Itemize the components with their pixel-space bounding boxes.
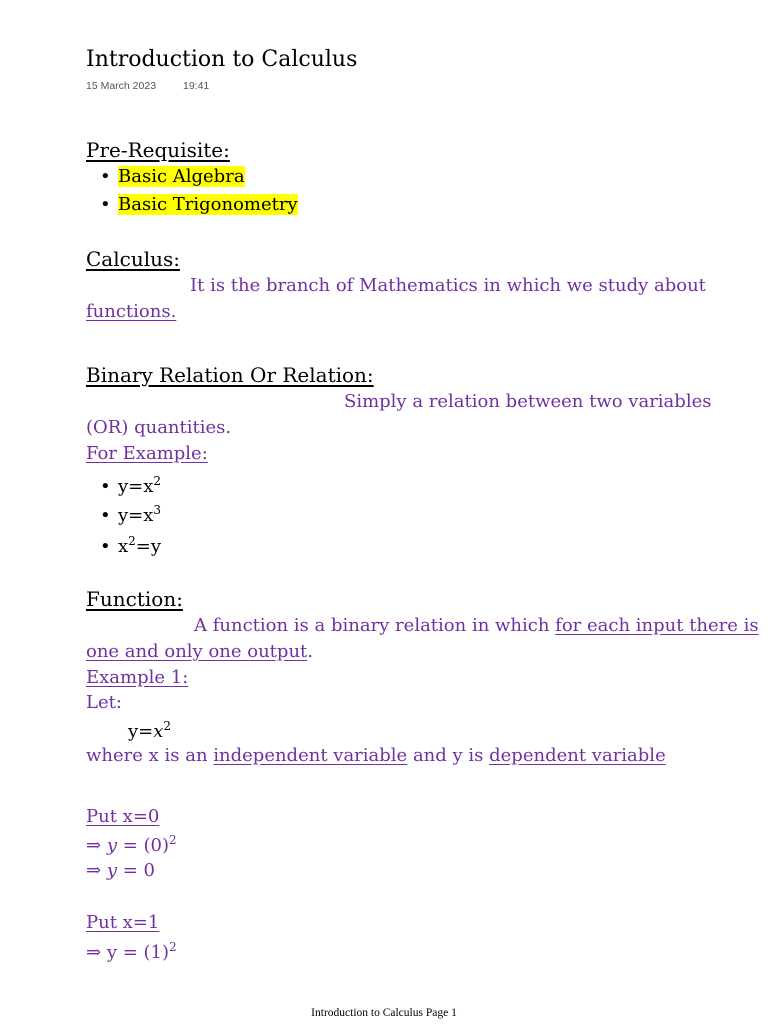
bullet-icon: • [100, 536, 111, 557]
list-item: • $y=x^2$ [100, 474, 162, 497]
function-example1-label: Example 1: [86, 667, 189, 688]
calculus-definition-line1: It is the branch of Mathematics in which we study about [190, 275, 706, 296]
bullet-icon: • [100, 194, 111, 215]
put-x1-step1: ⇒ $y = (1)^2$ [86, 940, 177, 963]
bullet-icon: • [100, 505, 111, 526]
page-title: Introduction to Calculus [86, 47, 358, 72]
list-item [100, 194, 298, 215]
implies-arrow-icon: ⇒ [86, 835, 102, 856]
put-x1-label: Put x=1 [86, 912, 160, 933]
function-equation: $y=x^2$ [128, 719, 172, 742]
function-heading: Function: [86, 587, 183, 611]
put-x0-step1: ⇒ $y = (0)^2$ [86, 833, 177, 856]
prereq-heading: Pre-Requisite: [86, 138, 230, 162]
page-footer: Introduction to Calculus Page 1 [311, 1007, 457, 1019]
put-x0-label: Put x=0 [86, 806, 160, 827]
note-time: 19:41 [183, 80, 210, 92]
prereq-item-trigonometry: Basic Trigonometry [118, 194, 298, 215]
implies-arrow-icon: ⇒ [86, 942, 102, 963]
bullet-icon: • [100, 166, 111, 187]
function-variables-note: where x is an independent variable and y is dependent variable [86, 745, 666, 766]
list-item: • $x^2=y$ [100, 534, 162, 557]
implies-arrow-icon: ⇒ [86, 860, 102, 881]
bullet-icon: • [100, 476, 111, 497]
list-item [100, 166, 245, 187]
function-definition-line2: one and only one output. [86, 641, 313, 662]
calculus-heading: Calculus: [86, 247, 180, 271]
note-date: 15 March 2023 [86, 80, 157, 92]
relation-definition-line2: (OR) quantities. [86, 417, 232, 438]
list-item: • $y=x^3$ [100, 503, 162, 526]
relation-example-label: For Example: [86, 443, 208, 464]
prereq-item-algebra: Basic Algebra [118, 166, 245, 187]
calculus-definition-line2: functions. [86, 301, 177, 322]
function-definition-line1: A function is a binary relation in which for each input there is [194, 615, 759, 636]
put-x0-step2: ⇒ y = 0 [86, 860, 155, 881]
relation-heading: Binary Relation Or Relation: [86, 363, 374, 387]
function-let-label: Let: [86, 692, 122, 713]
relation-definition-line1: Simply a relation between two variables [344, 391, 712, 412]
